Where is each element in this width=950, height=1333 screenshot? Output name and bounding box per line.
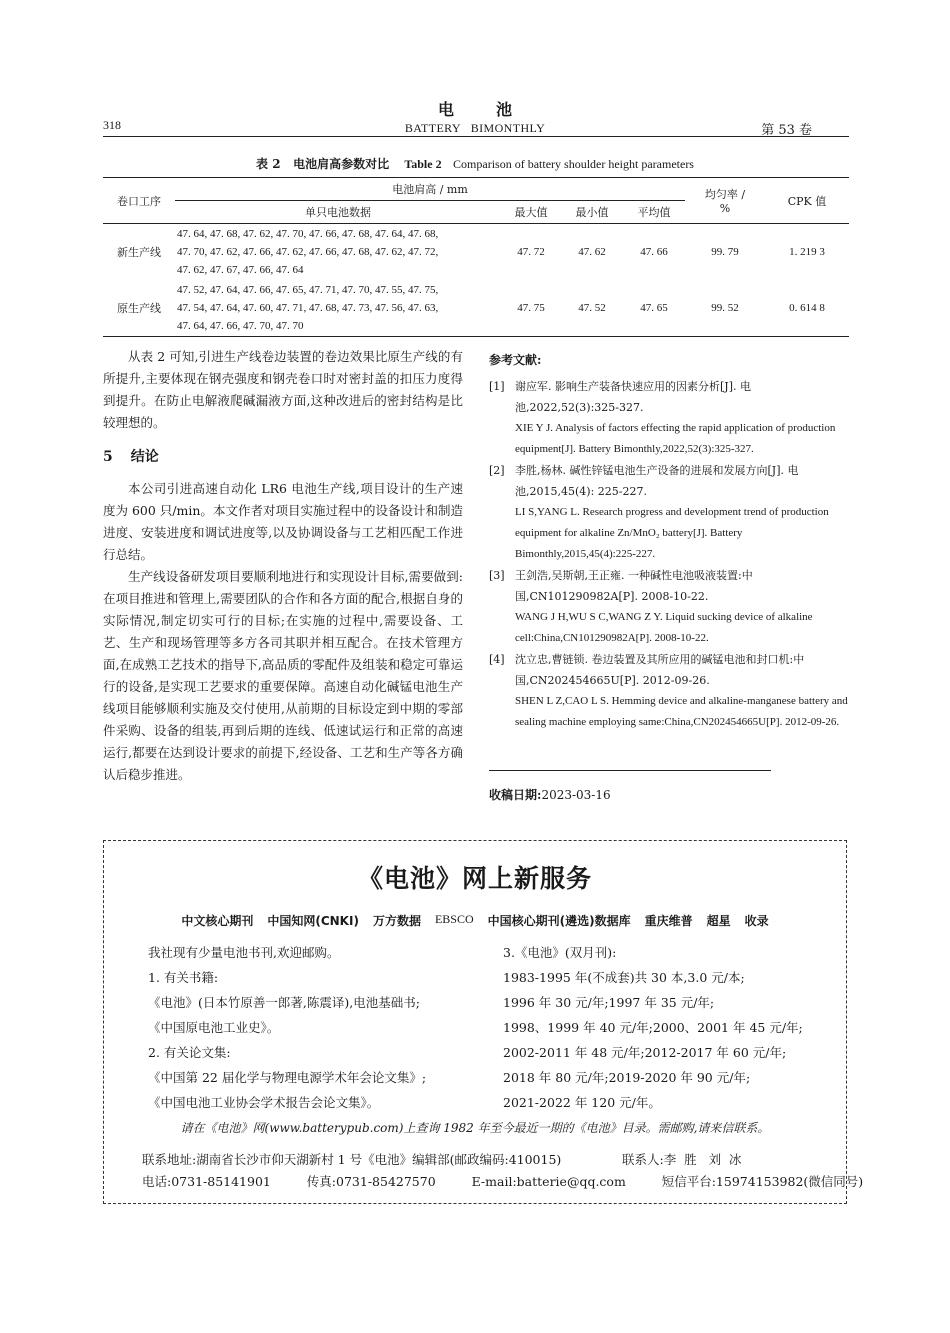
row-max: 47. 75 (501, 280, 561, 337)
ad-line: 2. 有关论文集: (148, 1045, 231, 1060)
journal-title-cn: 电池 (437, 100, 554, 119)
body-left-column (103, 346, 463, 786)
reference-cn: 沈立忠,曹链锁. 卷边装置及其所应用的碱锰电池和封口机:中国,CN202454665U[P]. 2012-09-26. (515, 653, 805, 687)
database-item: 中文核心期刊 (181, 914, 254, 928)
row-label: 原生产线 (103, 280, 175, 337)
database-item: 中国核心期刊(遴选)数据库 (487, 914, 631, 928)
volume-label: 第 53 卷 (761, 123, 812, 138)
database-item: 收录 (744, 914, 769, 928)
row-label: 新生产线 (117, 246, 161, 259)
row-max: 47. 72 (517, 246, 545, 258)
col-uniformity (685, 178, 765, 224)
ad-line: 1998、1999 年 40 元/年;2000、2001 年 45 元/年; (503, 1020, 803, 1035)
ad-address: 联系地址:湖南省长沙市仰天湖新村 1 号《电池》编辑部(邮政编码:410015) (142, 1152, 562, 1167)
table-row (103, 224, 849, 281)
ad-line: 2002-2011 年 48 元/年;2012-2017 年 60 元/年; (503, 1045, 787, 1060)
col-process: 卷口工序 (103, 178, 175, 224)
reference-en: WANG J H,WU S C,WANG Z Y. Liquid sucking device of alkaline cell:China,CN101290982A[P]. 2008-10-22. (515, 611, 813, 644)
references-title: 参考文献: (489, 353, 542, 367)
section-heading (103, 446, 463, 468)
ad-note: 请在《电池》网(www.batterypub.com)上查询 1982 年至今最近一期的《电池》目录。需邮购,请来信联系。 (180, 1121, 770, 1135)
row-avg: 47. 65 (623, 280, 685, 337)
database-item: EBSCO (434, 912, 474, 926)
database-item: 超星 (706, 914, 731, 928)
reference-cn: 李胜,杨林. 碱性锌锰电池生产设备的进展和发展方向[J]. 电池,2015,45(4): 225-227. (515, 464, 799, 498)
ad-line: 1. 有关书籍: (148, 970, 219, 985)
shoulder-height-table (103, 177, 849, 337)
paragraph: 从表 2 可知,引进生产线卷边装置的卷边效果比原生产线的有所提升,主要体现在钢壳强度和钢壳卷口时对密封盖的扣压力度得到提升。在防止电解液爬碱漏液方面,这种改进后的密封结构是比较理想的。 (103, 349, 463, 430)
col-shoulder-height: 电池肩高 / mm (175, 178, 685, 201)
ad-line: 2018 年 80 元/年;2019-2020 年 90 元/年; (503, 1070, 751, 1085)
table-caption-en: Comparison of battery shoulder height parameters (453, 157, 694, 171)
database-item: 中国知网(CNKI) (267, 914, 359, 928)
value-line: 47. 70, 47. 62, 47. 66, 47. 62, 47. 66, 47. 68, 47. 62, 47. 72, (177, 246, 439, 258)
page-number: 318 (103, 118, 121, 132)
ad-line: 我社现有少量电池书刊,欢迎邮购。 (148, 945, 340, 960)
table-caption-label-en: Table 2 (404, 157, 442, 171)
ad-title: 《电池》网上新服务 (357, 864, 592, 893)
ad-line: 1983-1995 年(不成套)共 30 本,3.0 元/本; (503, 970, 745, 985)
ad-line: 《中国第 22 届化学与物理电源学术年会论文集》; (148, 1070, 427, 1085)
section-title: 结论 (130, 449, 159, 465)
ad-right-column (503, 940, 803, 1115)
section-number: 5 (103, 449, 113, 465)
ad-phone-line: 电话:0731-85141901 传真:0731-85427570 E-mail:batterie@qq.com 短信平台:15974153982(微信同号) (142, 1174, 864, 1189)
row-uniformity: 99. 79 (711, 246, 739, 258)
ad-line: 3.《电池》(双月刊): (503, 945, 617, 960)
reference-number: [3] (489, 569, 505, 582)
ad-line: 《电池》(日本竹原善一郎著,陈震译),电池基础书; (148, 995, 420, 1010)
database-item: 万方数据 (372, 914, 421, 928)
col-avg: 平均值 (623, 201, 685, 224)
ad-left-column (148, 940, 426, 1115)
reference-en: LI S,YANG L. Research progress and development trend of production equipment for alkaline Zn/MnO₂ battery[J]. Battery Bimonthly,2015,45(4):225-227. (515, 506, 829, 560)
received-label: 收稿日期: (489, 788, 542, 802)
value-line: 47. 64, 47. 68, 47. 62, 47. 70, 47. 66, 47. 68, 47. 64, 47. 68, (177, 228, 439, 240)
table-caption (0, 155, 950, 172)
row-cpk: 0. 614 8 (765, 280, 849, 337)
col-max: 最大值 (501, 201, 561, 224)
reference-number: [4] (489, 653, 505, 666)
col-uniformity-unit: % (719, 202, 731, 215)
reference-number: [1] (489, 380, 505, 393)
database-item: 重庆维普 (644, 914, 693, 928)
paragraph: 本公司引进高速自动化 LR6 电池生产线,项目设计的生产速度为 600 只/min。本文作者对项目实施过程中的设备设计和制造进度、安装进度和调试进度等,以及协调设备与工艺相匹配工作进行总结。 (103, 481, 463, 562)
value-line: 47. 62, 47. 67, 47. 66, 47. 64 (177, 264, 304, 276)
reference-en: SHEN L Z,CAO L S. Hemming device and alkaline-manganese battery and sealing machine employing same:China,CN202454665U[P]. 2012-09-26. (515, 695, 848, 728)
row-values (175, 224, 501, 281)
received-date (489, 786, 611, 803)
col-uniformity-label: 均匀率 / (704, 188, 746, 201)
references-end-rule (489, 770, 771, 771)
reference-number: [2] (489, 464, 505, 477)
paragraph: 生产线设备研发项目要顺利地进行和实现设计目标,需要做到:在项目推进和管理上,需要团队的合作和各方面的配合,根据自身的实际情况,制定切实可行的目标;在实施的过程中,需要设备、工艺、生产和现场管理等多方各司其职并相互配合。在技术管理方面,在成熟工艺技术的指导下,高品质的零配件及组装和稳定可靠运行的设备,是实现工艺要求的重要保障。高速自动化碱锰电池生产线项目能够顺利实施及交付使用,从前期的目标设定到中期的零部件采购、设备的组装,再到后期的连线、低速试运行和正常的高速运行,都要在达到设计要求的前提下,经设备、工艺和生产等各方确认后稳步推进。 (103, 569, 463, 782)
ad-line: 1996 年 30 元/年;1997 年 35 元/年; (503, 995, 715, 1010)
table-caption-cn: 表 2 电池肩高参数对比 (256, 157, 390, 171)
reference-en: XIE Y J. Analysis of factors effecting the rapid application of production equipment[J]. Battery Bimonthly,2022,52(3):325-327. (515, 422, 836, 455)
reference-item (489, 376, 849, 460)
reference-item (489, 460, 849, 565)
ad-database-list (103, 912, 847, 929)
ad-contact-person: 联系人:李 胜 刘 冰 (622, 1152, 742, 1167)
col-min: 最小值 (561, 201, 623, 224)
received-value: 2023-03-16 (541, 788, 611, 802)
row-cpk: 1. 219 3 (789, 246, 825, 258)
col-single-data: 单只电池数据 (175, 201, 501, 224)
row-min: 47. 52 (561, 280, 623, 337)
reference-cn: 王剑浩,吴斯朝,王正雍. 一种碱性电池吸液装置:中国,CN101290982A[P]. 2008-10-22. (515, 569, 753, 603)
row-min: 47. 62 (578, 246, 606, 258)
row-uniformity: 99. 52 (685, 280, 765, 337)
value-line: 47. 52, 47. 64, 47. 66, 47. 65, 47. 71, 47. 70, 47. 55, 47. 75, (177, 284, 439, 296)
row-values (175, 280, 501, 337)
table-row (103, 280, 849, 337)
reference-item (489, 649, 849, 733)
ad-line: 《中国电池工业协会学术报告会论文集》。 (148, 1095, 380, 1110)
value-line: 47. 54, 47. 64, 47. 60, 47. 71, 47. 68, 47. 73, 47. 56, 47. 63, (177, 302, 439, 314)
col-cpk: CPK 值 (765, 178, 849, 224)
ad-line: 《中国原电池工业史》。 (148, 1020, 280, 1035)
references (489, 350, 849, 733)
reference-cn: 谢应军. 影响生产装备快速应用的因素分析[J]. 电池,2022,52(3):325-327. (515, 380, 751, 414)
journal-title-en: BATTERY BIMONTHLY (404, 121, 546, 135)
reference-item (489, 565, 849, 649)
header-rule (103, 136, 849, 137)
value-line: 47. 64, 47. 66, 47. 70, 47. 70 (177, 320, 304, 332)
ad-line: 2021-2022 年 120 元/年。 (503, 1095, 661, 1110)
row-avg: 47. 66 (640, 246, 668, 258)
